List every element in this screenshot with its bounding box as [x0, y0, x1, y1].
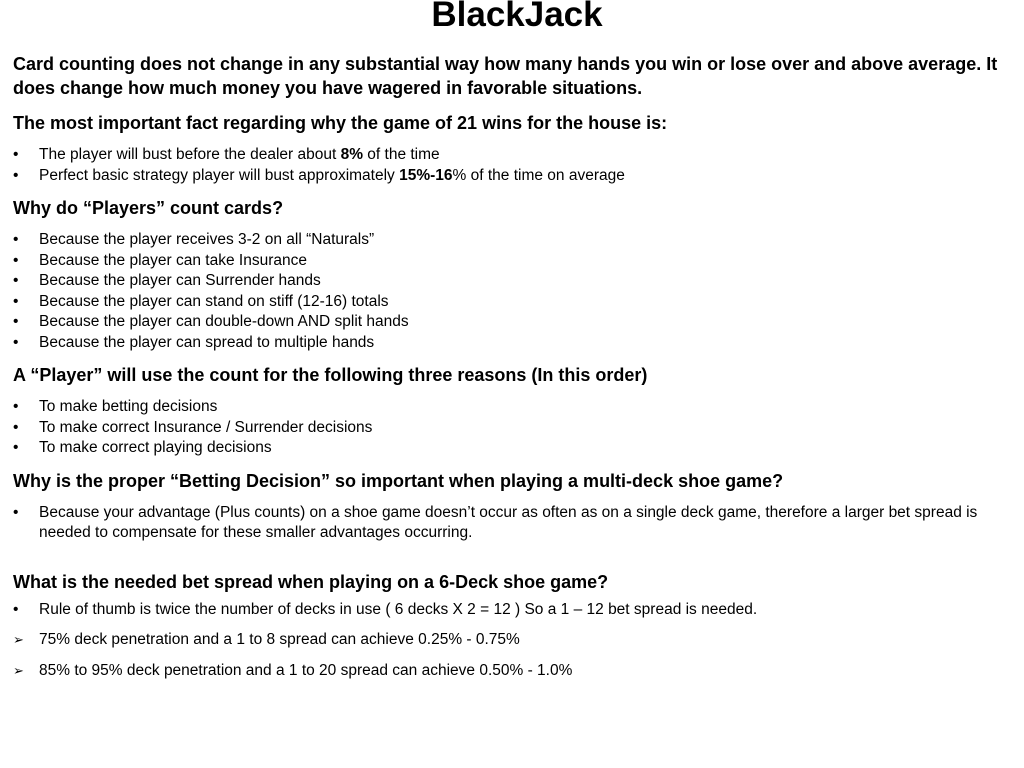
list-item: • Because the player can double-down AND split hands [13, 312, 1008, 333]
bullet-icon: • [13, 418, 19, 436]
list-item: • Because the player can spread to multiple hands [13, 333, 1008, 354]
fact-list [13, 145, 1008, 186]
intro-paragraph: Card counting does not change in any substantial way how many hands you win or lose over and above average. It does change how much money you have wagered in favorable situations. [13, 54, 998, 98]
bullet-icon: • [13, 439, 19, 456]
spread-heading: What is the needed bet spread when playing on a 6-Deck shoe game? [13, 571, 609, 592]
spread-list [13, 600, 1008, 621]
page-title: BlackJack [431, 0, 603, 34]
bullet-icon: • [13, 166, 19, 184]
spread-arrow-list-2 [13, 661, 1008, 682]
bust-basic-percent: 15%-16 [399, 166, 453, 184]
list-item: • Rule of thumb is twice the number of decks in use ( 6 decks X 2 = 12 ) So a 1 – 12 bet spread is needed. [13, 600, 1008, 621]
bust-dealer-percent: 8% [340, 146, 363, 163]
bullet-icon: • [13, 292, 19, 310]
why-count-list [13, 230, 1008, 353]
bullet-icon: • [13, 503, 19, 521]
list-item: • Because the player receives 3-2 on all “Naturals” [13, 230, 1008, 251]
bullet-icon: • [13, 600, 19, 618]
bullet-icon: • [13, 146, 19, 163]
list-item: • Because the player can take Insurance [13, 251, 1008, 272]
list-item: • To make betting decisions [13, 397, 1008, 418]
list-item: ➢ 85% to 95% deck penetration and a 1 to 20 spread can achieve 0.50% - 1.0% [13, 661, 1008, 682]
fact-heading: The most important fact regarding why the game of 21 wins for the house is: [13, 113, 668, 133]
list-item: • Because the player can stand on stiff (12-16) totals [13, 292, 1008, 313]
bullet-icon: • [13, 231, 19, 248]
list-item: • The player will bust before the dealer about 8% of the time [13, 145, 1008, 166]
list-item: ➢ 75% deck penetration and a 1 to 8 spread can achieve 0.25% - 0.75% [13, 630, 1008, 651]
list-item: • Because your advantage (Plus counts) on a shoe game doesn’t occur as often as on a single deck game, therefore a larger bet spread is needed to compensate for these smaller advantages occurring. [13, 503, 978, 541]
bullet-icon: • [13, 398, 19, 415]
arrow-bullet-icon: ➢ [13, 662, 24, 678]
list-item: • To make correct playing decisions [13, 438, 1008, 459]
betting-heading: Why is the proper “Betting Decision” so important when playing a multi-deck shoe game? [13, 470, 784, 491]
reasons-list [13, 397, 1008, 459]
bullet-icon: • [13, 272, 19, 289]
list-item: • Perfect basic strategy player will bust approximately 15%-16% of the time on average [13, 166, 1008, 187]
arrow-bullet-icon: ➢ [13, 632, 24, 647]
slide-content [13, 52, 1008, 681]
bullet-icon: • [13, 333, 19, 351]
reasons-heading: A “Player” will use the count for the following three reasons (In this order) [13, 365, 648, 385]
list-item: • To make correct Insurance / Surrender decisions [13, 418, 1008, 439]
bullet-icon: • [13, 313, 19, 330]
spread-arrow-list [13, 630, 1008, 651]
bullet-icon: • [13, 251, 19, 269]
why-count-heading: Why do “Players” count cards? [13, 198, 284, 218]
betting-list [13, 503, 1008, 544]
list-item: • Because the player can Surrender hands [13, 271, 1008, 292]
